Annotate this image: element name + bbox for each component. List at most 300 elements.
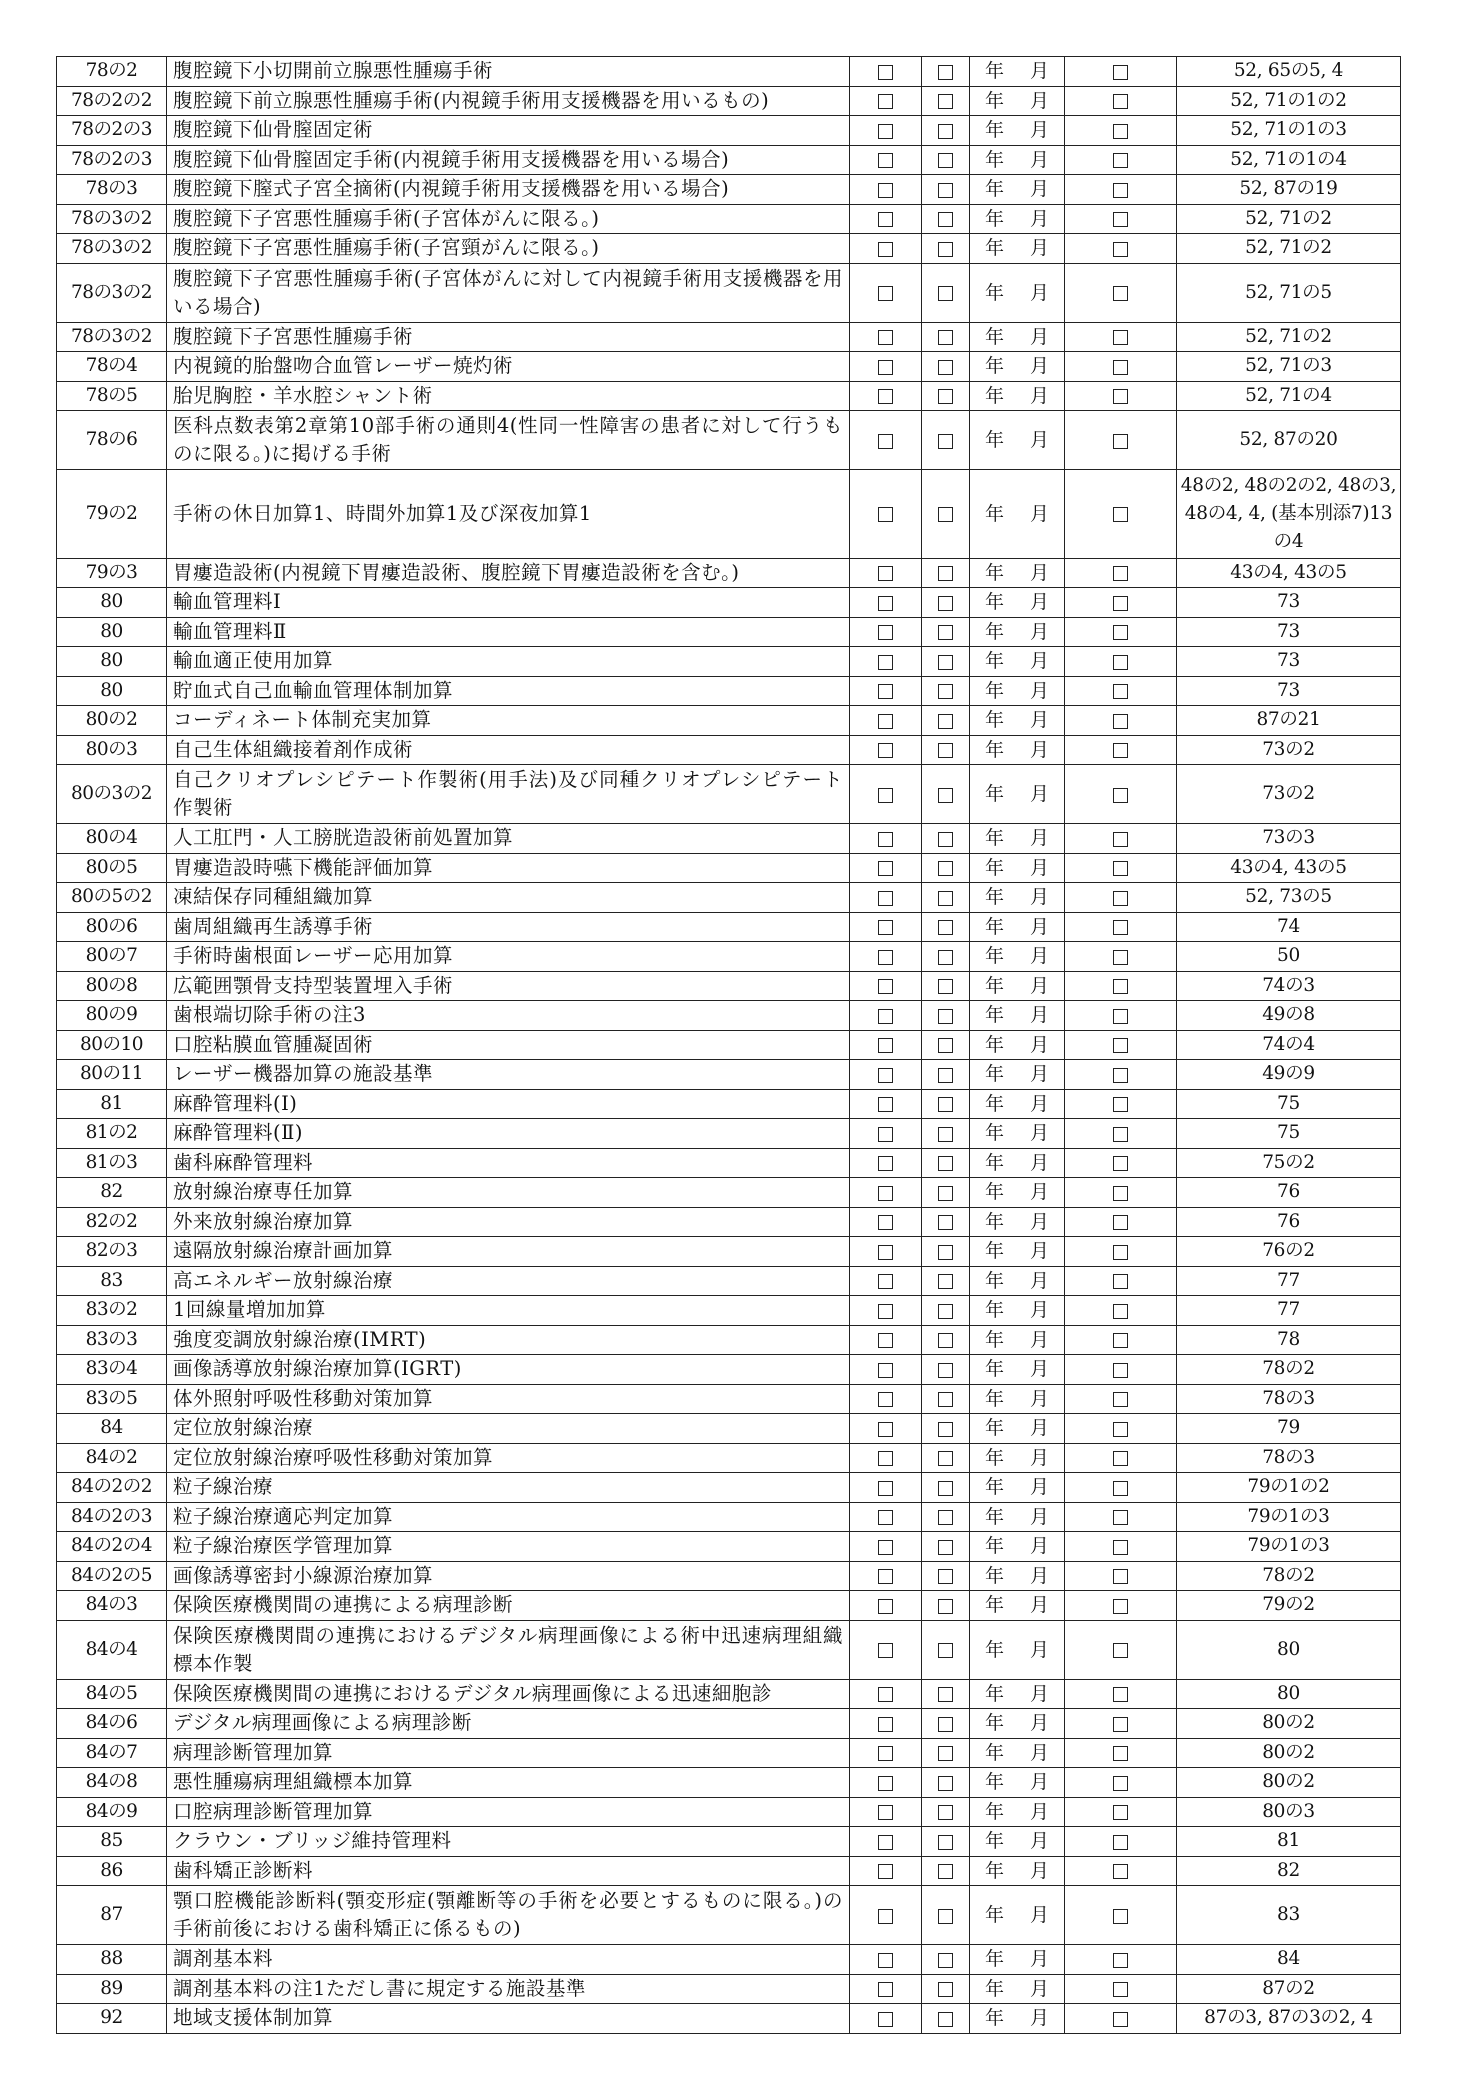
year-month-cell [970, 381, 1065, 411]
checkbox-2[interactable] [938, 2012, 953, 2027]
checkbox-3[interactable] [1113, 1009, 1128, 1024]
checkbox-2[interactable] [938, 1363, 953, 1378]
checkbox-cell-3 [1065, 145, 1177, 175]
checkbox-3[interactable] [1113, 950, 1128, 965]
checkbox-1[interactable] [878, 596, 893, 611]
checkbox-2[interactable] [938, 1127, 953, 1142]
checkbox-cell-3 [1065, 765, 1177, 824]
checkbox-1[interactable] [878, 920, 893, 935]
month-label: 月 [1030, 1741, 1050, 1764]
item-number: 78の4 [57, 352, 167, 382]
checkbox-3[interactable] [1113, 1481, 1128, 1496]
checkbox-3[interactable] [1113, 360, 1128, 375]
year-label: 年 [984, 679, 1004, 702]
item-number: 82の2 [57, 1207, 167, 1237]
checkbox-2[interactable] [938, 1599, 953, 1614]
checkbox-3[interactable] [1113, 714, 1128, 729]
checkbox-2[interactable] [938, 861, 953, 876]
checkbox-1[interactable] [878, 1097, 893, 1112]
checkbox-3[interactable] [1113, 684, 1128, 699]
item-name: 輸血適正使用加算 [167, 647, 850, 677]
reference-number: 43の4, 43の5 [1177, 558, 1401, 588]
checkbox-1[interactable] [878, 1186, 893, 1201]
item-number: 80の4 [57, 824, 167, 854]
year-month-cell [970, 1620, 1065, 1679]
checkbox-2[interactable] [938, 1776, 953, 1791]
year-label: 年 [984, 561, 1004, 584]
checkbox-2[interactable] [938, 1746, 953, 1761]
checkbox-3[interactable] [1113, 566, 1128, 581]
checkbox-3[interactable] [1113, 1717, 1128, 1732]
checkbox-3[interactable] [1113, 832, 1128, 847]
checkbox-3[interactable] [1113, 94, 1128, 109]
item-number: 80 [57, 617, 167, 647]
table-row [57, 1001, 1401, 1031]
checkbox-3[interactable] [1113, 1186, 1128, 1201]
checkbox-1[interactable] [878, 1422, 893, 1437]
checkbox-1[interactable] [878, 1510, 893, 1525]
item-number: 80の9 [57, 1001, 167, 1031]
checkbox-1[interactable] [878, 242, 893, 257]
table-row [57, 706, 1401, 736]
checkbox-1[interactable] [878, 124, 893, 139]
checkbox-2[interactable] [938, 1643, 953, 1658]
checkbox-2[interactable] [938, 1717, 953, 1732]
checkbox-3[interactable] [1113, 183, 1128, 198]
item-number: 92 [57, 2004, 167, 2034]
checkbox-3[interactable] [1113, 1451, 1128, 1466]
checkbox-2[interactable] [938, 832, 953, 847]
year-label: 年 [984, 1181, 1004, 1204]
checkbox-1[interactable] [878, 94, 893, 109]
item-name: 調剤基本料 [167, 1945, 850, 1975]
year-label: 年 [984, 1299, 1004, 1322]
checkbox-2[interactable] [938, 507, 953, 522]
checkbox-3[interactable] [1113, 1245, 1128, 1260]
checkbox-3[interactable] [1113, 920, 1128, 935]
checkbox-3[interactable] [1113, 212, 1128, 227]
checkbox-3[interactable] [1113, 1274, 1128, 1289]
reference-number: 52, 65の5, 4 [1177, 57, 1401, 87]
checkbox-3[interactable] [1113, 65, 1128, 80]
checkbox-cell-1 [850, 588, 922, 618]
year-label: 年 [984, 650, 1004, 673]
checkbox-1[interactable] [878, 507, 893, 522]
checkbox-3[interactable] [1113, 1909, 1128, 1924]
checkbox-1[interactable] [878, 153, 893, 168]
checkbox-2[interactable] [938, 1392, 953, 1407]
month-label: 月 [1030, 281, 1050, 304]
checkbox-3[interactable] [1113, 596, 1128, 611]
checkbox-1[interactable] [878, 1333, 893, 1348]
checkbox-cell-2 [922, 1060, 970, 1090]
checkbox-3[interactable] [1113, 1835, 1128, 1850]
checkbox-1[interactable] [878, 1835, 893, 1850]
checkbox-2[interactable] [938, 389, 953, 404]
year-label: 年 [984, 1594, 1004, 1617]
checkbox-3[interactable] [1113, 1540, 1128, 1555]
checkbox-1[interactable] [878, 1717, 893, 1732]
table-row [57, 1325, 1401, 1355]
reference-number: 74の3 [1177, 971, 1401, 1001]
checkbox-3[interactable] [1113, 1864, 1128, 1879]
checkbox-2[interactable] [938, 596, 953, 611]
month-label: 月 [1030, 1092, 1050, 1115]
checkbox-2[interactable] [938, 714, 953, 729]
checkbox-3[interactable] [1113, 1068, 1128, 1083]
checkbox-3[interactable] [1113, 389, 1128, 404]
checkbox-3[interactable] [1113, 1127, 1128, 1142]
reference-number: 80の2 [1177, 1738, 1401, 1768]
checkbox-cell-3 [1065, 1591, 1177, 1621]
item-number: 83の4 [57, 1355, 167, 1385]
checkbox-3[interactable] [1113, 655, 1128, 670]
checkbox-2[interactable] [938, 183, 953, 198]
item-name: 粒子線治療適応判定加算 [167, 1502, 850, 1532]
checkbox-2[interactable] [938, 124, 953, 139]
checkbox-cell-3 [1065, 1768, 1177, 1798]
checkbox-1[interactable] [878, 2012, 893, 2027]
checkbox-1[interactable] [878, 1245, 893, 1260]
checkbox-1[interactable] [878, 65, 893, 80]
item-name: 腹腔鏡下前立腺悪性腫瘍手術(内視鏡手術用支援機器を用いるもの) [167, 86, 850, 116]
checkbox-3[interactable] [1113, 1392, 1128, 1407]
checkbox-1[interactable] [878, 1127, 893, 1142]
item-name: 自己生体組織接着剤作成術 [167, 735, 850, 765]
checkbox-cell-2 [922, 765, 970, 824]
checkbox-1[interactable] [878, 684, 893, 699]
checkbox-3[interactable] [1113, 1687, 1128, 1702]
year-month-cell [970, 1591, 1065, 1621]
checkbox-2[interactable] [938, 1097, 953, 1112]
checkbox-3[interactable] [1113, 1215, 1128, 1230]
checkbox-3[interactable] [1113, 1510, 1128, 1525]
checkbox-3[interactable] [1113, 2012, 1128, 2027]
checkbox-3[interactable] [1113, 507, 1128, 522]
checkbox-1[interactable] [878, 1009, 893, 1024]
checkbox-3[interactable] [1113, 1599, 1128, 1614]
checkbox-2[interactable] [938, 1510, 953, 1525]
reference-number: 76 [1177, 1207, 1401, 1237]
checkbox-2[interactable] [938, 1068, 953, 1083]
checkbox-2[interactable] [938, 1953, 953, 1968]
item-number: 87 [57, 1886, 167, 1945]
table-row [57, 1119, 1401, 1149]
checkbox-2[interactable] [938, 891, 953, 906]
checkbox-1[interactable] [878, 1481, 893, 1496]
checkbox-3[interactable] [1113, 153, 1128, 168]
checkbox-3[interactable] [1113, 242, 1128, 257]
checkbox-3[interactable] [1113, 1982, 1128, 1997]
checkbox-cell-1 [850, 1325, 922, 1355]
checkbox-cell-3 [1065, 1119, 1177, 1149]
checkbox-cell-3 [1065, 175, 1177, 205]
table-row [57, 263, 1401, 322]
checkbox-cell-2 [922, 1030, 970, 1060]
checkbox-1[interactable] [878, 1038, 893, 1053]
checkbox-1[interactable] [878, 434, 893, 449]
checkbox-cell-1 [850, 1237, 922, 1267]
table-row [57, 1856, 1401, 1886]
item-number: 84の2の4 [57, 1532, 167, 1562]
checkbox-2[interactable] [938, 1009, 953, 1024]
checkbox-2[interactable] [938, 1909, 953, 1924]
checkbox-2[interactable] [938, 1333, 953, 1348]
year-month-cell [970, 647, 1065, 677]
checkbox-1[interactable] [878, 183, 893, 198]
reference-number: 78の2 [1177, 1355, 1401, 1385]
year-label: 年 [984, 1328, 1004, 1351]
month-label: 月 [1030, 1564, 1050, 1587]
checkbox-1[interactable] [878, 1643, 893, 1658]
checkbox-3[interactable] [1113, 861, 1128, 876]
checkbox-1[interactable] [878, 1909, 893, 1924]
reference-number: 52, 71の2 [1177, 234, 1401, 264]
checkbox-3[interactable] [1113, 1333, 1128, 1348]
checkbox-2[interactable] [938, 360, 953, 375]
checkbox-1[interactable] [878, 743, 893, 758]
reference-number: 73の2 [1177, 765, 1401, 824]
checkbox-2[interactable] [938, 1481, 953, 1496]
checkbox-cell-2 [922, 1886, 970, 1945]
checkbox-3[interactable] [1113, 1569, 1128, 1584]
checkbox-2[interactable] [938, 286, 953, 301]
checkbox-2[interactable] [938, 1156, 953, 1171]
checkbox-3[interactable] [1113, 1363, 1128, 1378]
checkbox-3[interactable] [1113, 1038, 1128, 1053]
checkbox-3[interactable] [1113, 743, 1128, 758]
checkbox-2[interactable] [938, 242, 953, 257]
checkbox-3[interactable] [1113, 1805, 1128, 1820]
checkbox-cell-1 [850, 234, 922, 264]
checkbox-2[interactable] [938, 1864, 953, 1879]
checkbox-cell-2 [922, 1502, 970, 1532]
checkbox-cell-1 [850, 853, 922, 883]
checkbox-3[interactable] [1113, 1643, 1128, 1658]
year-month-cell [970, 558, 1065, 588]
checkbox-3[interactable] [1113, 124, 1128, 139]
checkbox-2[interactable] [938, 566, 953, 581]
month-label: 月 [1030, 886, 1050, 909]
checkbox-1[interactable] [878, 1599, 893, 1614]
item-number: 84の4 [57, 1620, 167, 1679]
checkbox-cell-2 [922, 588, 970, 618]
checkbox-cell-1 [850, 57, 922, 87]
checkbox-1[interactable] [878, 212, 893, 227]
checkbox-3[interactable] [1113, 1776, 1128, 1791]
checkbox-cell-1 [850, 411, 922, 470]
checkbox-1[interactable] [878, 330, 893, 345]
checkbox-1[interactable] [878, 1776, 893, 1791]
checkbox-1[interactable] [878, 1864, 893, 1879]
checkbox-2[interactable] [938, 1038, 953, 1053]
checkbox-2[interactable] [938, 920, 953, 935]
checkbox-3[interactable] [1113, 1953, 1128, 1968]
checkbox-1[interactable] [878, 1746, 893, 1761]
checkbox-3[interactable] [1113, 1304, 1128, 1319]
checkbox-2[interactable] [938, 1215, 953, 1230]
checkbox-3[interactable] [1113, 286, 1128, 301]
item-number: 85 [57, 1827, 167, 1857]
checkbox-cell-2 [922, 1119, 970, 1149]
checkbox-2[interactable] [938, 1451, 953, 1466]
checkbox-2[interactable] [938, 1835, 953, 1850]
month-label: 月 [1030, 827, 1050, 850]
year-month-cell [970, 1945, 1065, 1975]
checkbox-cell-3 [1065, 1797, 1177, 1827]
item-number: 78の3 [57, 175, 167, 205]
item-name: 顎口腔機能診断料(顎変形症(顎離断等の手術を必要とするものに限る。)の手術前後における歯科矯正に係るもの) [167, 1886, 850, 1945]
checkbox-cell-2 [922, 1296, 970, 1326]
checkbox-cell-1 [850, 971, 922, 1001]
item-number: 80 [57, 676, 167, 706]
checkbox-2[interactable] [938, 1274, 953, 1289]
item-name: 悪性腫瘍病理組織標本加算 [167, 1768, 850, 1798]
reference-number: 82 [1177, 1856, 1401, 1886]
checkbox-cell-2 [922, 647, 970, 677]
checkbox-1[interactable] [878, 1363, 893, 1378]
year-month-cell [970, 617, 1065, 647]
month-label: 月 [1030, 355, 1050, 378]
checkbox-cell-3 [1065, 381, 1177, 411]
checkbox-cell-3 [1065, 853, 1177, 883]
checkbox-cell-2 [922, 1237, 970, 1267]
checkbox-3[interactable] [1113, 788, 1128, 803]
item-number: 78の5 [57, 381, 167, 411]
checkbox-3[interactable] [1113, 1156, 1128, 1171]
checkbox-2[interactable] [938, 330, 953, 345]
checkbox-2[interactable] [938, 65, 953, 80]
table-row [57, 116, 1401, 146]
table-row [57, 1089, 1401, 1119]
checkbox-1[interactable] [878, 1687, 893, 1702]
checkbox-1[interactable] [878, 1451, 893, 1466]
checkbox-3[interactable] [1113, 1097, 1128, 1112]
checkbox-2[interactable] [938, 1982, 953, 1997]
reference-number: 49の9 [1177, 1060, 1401, 1090]
checkbox-2[interactable] [938, 1186, 953, 1201]
checkbox-2[interactable] [938, 1245, 953, 1260]
checkbox-cell-1 [850, 1384, 922, 1414]
checkbox-1[interactable] [878, 389, 893, 404]
checkbox-1[interactable] [878, 360, 893, 375]
checkbox-3[interactable] [1113, 1746, 1128, 1761]
checkbox-2[interactable] [938, 1304, 953, 1319]
table-row [57, 765, 1401, 824]
checkbox-1[interactable] [878, 714, 893, 729]
checkbox-cell-3 [1065, 1030, 1177, 1060]
month-label: 月 [1030, 429, 1050, 451]
checkbox-cell-2 [922, 2004, 970, 2034]
checkbox-3[interactable] [1113, 1422, 1128, 1437]
checkbox-1[interactable] [878, 1982, 893, 1997]
item-number: 80の2 [57, 706, 167, 736]
checkbox-1[interactable] [878, 655, 893, 670]
checkbox-2[interactable] [938, 434, 953, 449]
checkbox-2[interactable] [938, 625, 953, 640]
checkbox-1[interactable] [878, 1274, 893, 1289]
checkbox-2[interactable] [938, 153, 953, 168]
checkbox-1[interactable] [878, 1068, 893, 1083]
year-month-cell [970, 204, 1065, 234]
checkbox-2[interactable] [938, 1540, 953, 1555]
checkbox-2[interactable] [938, 1569, 953, 1584]
checkbox-2[interactable] [938, 743, 953, 758]
checkbox-1[interactable] [878, 1156, 893, 1171]
checkbox-2[interactable] [938, 1687, 953, 1702]
checkbox-2[interactable] [938, 1805, 953, 1820]
year-month-cell [970, 883, 1065, 913]
checkbox-cell-3 [1065, 1473, 1177, 1503]
checkbox-1[interactable] [878, 832, 893, 847]
reference-number: 80 [1177, 1620, 1401, 1679]
reference-number: 79の1の3 [1177, 1502, 1401, 1532]
checkbox-1[interactable] [878, 1953, 893, 1968]
year-month-cell [970, 1089, 1065, 1119]
checkbox-1[interactable] [878, 979, 893, 994]
checkbox-cell-3 [1065, 116, 1177, 146]
checkbox-1[interactable] [878, 566, 893, 581]
checkbox-cell-2 [922, 1001, 970, 1031]
checkbox-cell-3 [1065, 1974, 1177, 2004]
checkbox-3[interactable] [1113, 330, 1128, 345]
checkbox-3[interactable] [1113, 434, 1128, 449]
checkbox-1[interactable] [878, 950, 893, 965]
checkbox-2[interactable] [938, 655, 953, 670]
checkbox-3[interactable] [1113, 979, 1128, 994]
checkbox-2[interactable] [938, 94, 953, 109]
checkbox-2[interactable] [938, 788, 953, 803]
checkbox-1[interactable] [878, 625, 893, 640]
checkbox-1[interactable] [878, 891, 893, 906]
checkbox-cell-2 [922, 263, 970, 322]
checkbox-2[interactable] [938, 684, 953, 699]
checkbox-cell-3 [1065, 1001, 1177, 1031]
item-number: 78の2の3 [57, 116, 167, 146]
checkbox-1[interactable] [878, 861, 893, 876]
checkbox-2[interactable] [938, 950, 953, 965]
checkbox-1[interactable] [878, 1215, 893, 1230]
year-label: 年 [984, 1682, 1004, 1705]
checkbox-cell-3 [1065, 1148, 1177, 1178]
checkbox-cell-1 [850, 1945, 922, 1975]
reference-number: 78の2 [1177, 1561, 1401, 1591]
checkbox-cell-1 [850, 824, 922, 854]
checkbox-2[interactable] [938, 979, 953, 994]
table-row [57, 1768, 1401, 1798]
item-name: 保険医療機関間の連携におけるデジタル病理画像による術中迅速病理組織標本作製 [167, 1620, 850, 1679]
checkbox-1[interactable] [878, 1392, 893, 1407]
checkbox-1[interactable] [878, 286, 893, 301]
checkbox-1[interactable] [878, 788, 893, 803]
checkbox-3[interactable] [1113, 625, 1128, 640]
checkbox-2[interactable] [938, 1422, 953, 1437]
checkbox-1[interactable] [878, 1540, 893, 1555]
checkbox-3[interactable] [1113, 891, 1128, 906]
table-row [57, 971, 1401, 1001]
checkbox-cell-2 [922, 1709, 970, 1739]
table-row [57, 1679, 1401, 1709]
checkbox-1[interactable] [878, 1304, 893, 1319]
checkbox-1[interactable] [878, 1569, 893, 1584]
checkbox-cell-1 [850, 942, 922, 972]
item-number: 89 [57, 1974, 167, 2004]
checkbox-1[interactable] [878, 1805, 893, 1820]
reference-number: 76の2 [1177, 1237, 1401, 1267]
checkbox-2[interactable] [938, 212, 953, 227]
checkbox-cell-2 [922, 1856, 970, 1886]
year-month-cell [970, 1178, 1065, 1208]
